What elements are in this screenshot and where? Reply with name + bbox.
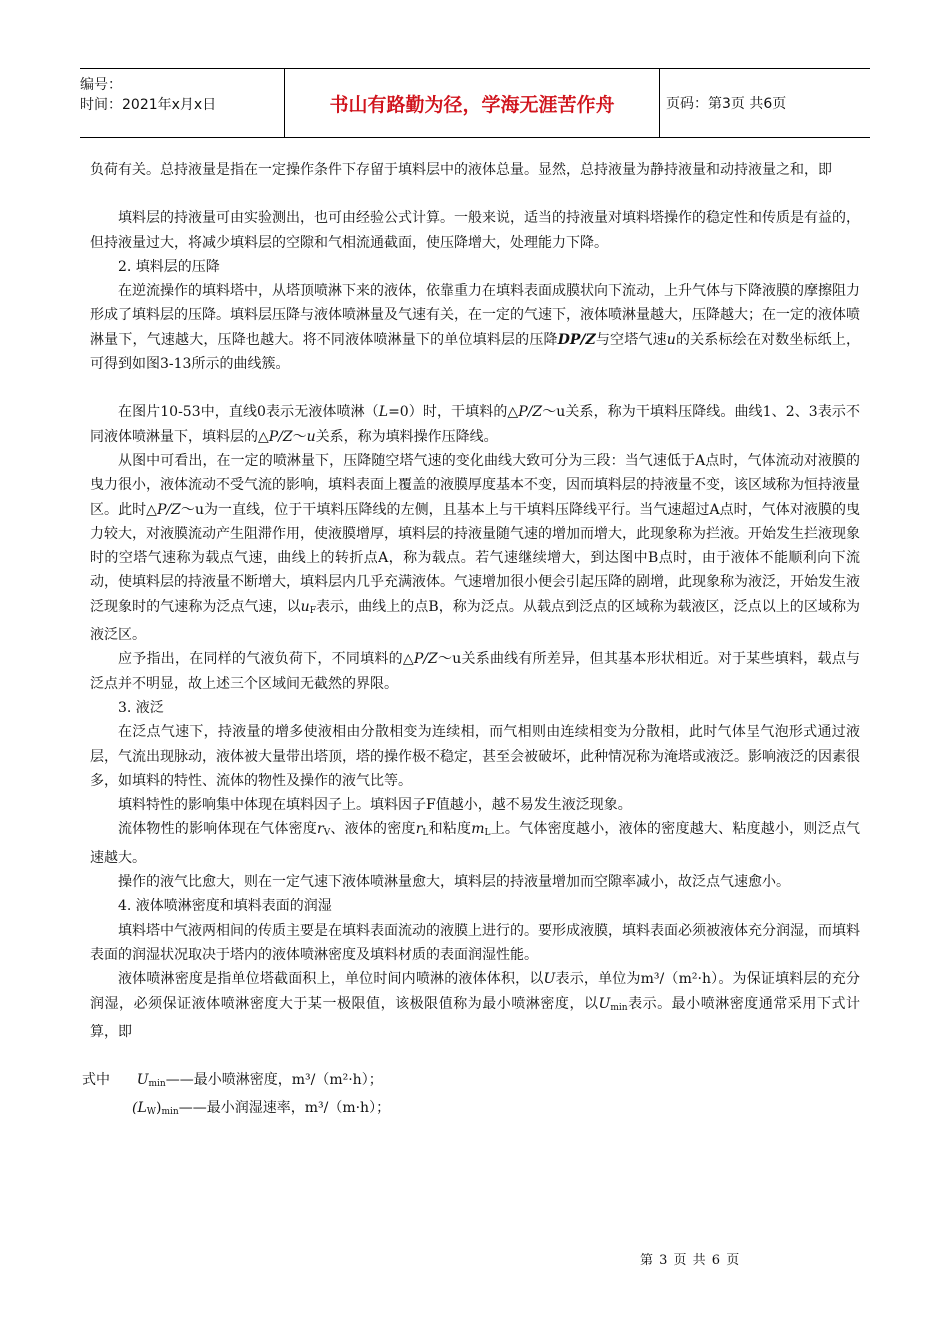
paragraph: 填料特性的影响集中体现在填料因子上。填料因子F值越小，越不易发生液泛现象。 <box>118 797 632 814</box>
formula-gap <box>90 182 860 206</box>
paragraph: 流体物性的影响体现在气体密度$r_V$、液体的密度$r_L$和粘度$m_L$上。气体密度越小，液体的密度越大、粘度越小，则泛点气速越大。 <box>90 821 861 866</box>
formula-gap <box>90 1044 860 1068</box>
section-heading: 4. 液体喷淋密度和填料表面的润湿 <box>118 898 332 915</box>
document-body <box>82 158 861 1125</box>
paragraph: 填料塔中气液两相间的传质主要是在填料表面流动的液膜上进行的。要形成液膜，填料表面必须被液体充分润湿，而填料表面的润湿状况取决于塔内的液体喷淋密度及填料材质的表面润湿性能。 <box>90 922 860 963</box>
header-left-cell <box>80 69 284 137</box>
paragraph: 在图片10-53中，直线0表示无液体喷淋（L=0）时，干填料的△P/Z～u关系，称为干填料压降线。曲线1、2、3表示不同液体喷淋量下，填料层的△P/Z～u关系，称为填料操作压降线。 <box>90 404 860 445</box>
symbol-definition: 式中 $U_{min}——$最小喷淋密度，m³/（m²·h）； <box>82 1072 383 1090</box>
paragraph: 液体喷淋密度是指单位塔截面积上，单位时间内喷淋的液体体积，以U表示，单位为m³/（m²·h）。为保证填料层的充分润湿，必须保证液体喷淋密度大于某一极限值，该极限值称为最小喷淋密度，以$U_{min}$表示。最小喷淋密度通常采用下式计算，即 <box>90 971 861 1040</box>
page-footer: 第 3 页 共 6 页 <box>640 1253 741 1268</box>
symbol-definition: $(L_W)_{min}——$最小润湿速率，m³/（m·h）； <box>132 1100 391 1118</box>
paragraph: 在泛点气速下，持液量的增多使液相由分散相变为连续相，而气相则由连续相变为分散相，此时气体呈气泡形式通过液层，气流出现脉动，液体被大量带出塔顶，塔的操作极不稳定，甚至会被破坏，此种情况称为淹塔或液泛。影响液泛的因素很多，如填料的特性、流体的物性及操作的液气比等。 <box>90 724 860 789</box>
formula-gap <box>90 376 860 400</box>
section-heading: 3. 液泛 <box>118 699 164 716</box>
number-label: 编号： <box>80 77 122 93</box>
paragraph: 应予指出，在同样的气液负荷下，不同填料的△P/Z～u关系曲线有所差异，但其基本形状相近。对于某些填料，载点与泛点并不明显，故上述三个区域间无截然的界限。 <box>90 651 860 692</box>
time-label: 时间：2021年x月x日 <box>80 97 217 113</box>
page-header <box>80 68 870 138</box>
section-heading: 2. 填料层的压降 <box>118 258 220 275</box>
paragraph: 在逆流操作的填料塔中，从塔顶喷淋下来的液体，依靠重力在填料表面成膜状向下流动，上升气体与下降液膜的摩擦阻力形成了填料层的压降。填料层压降与液体喷淋量及气速有关，在一定的气速下，液体喷淋量越大，压降越大；在一定的液体喷淋量下，气速越大，压降也越大。将不同液体喷淋量下的单位填料层的压降DP/Z与空塔气速u的关系标绘在对数坐标纸上，可得到如图3-13所示的曲线簇。 <box>90 283 861 373</box>
paragraph: 负荷有关。总持液量是指在一定操作条件下存留于填料层中的液体总量。显然，总持液量为静持液量和动持液量之和，即 <box>90 162 832 178</box>
paragraph: 从图中可看出，在一定的喷淋量下，压降随空塔气速的变化曲线大致可分为三段：当气速低于A点时，气体流动对液膜的曳力很小，液体流动不受气流的影响，填料表面上覆盖的液膜厚度基本不变，因而填料层的持液量不变，该区域称为恒持液量区。此时△P/Z～u为一直线，位于干填料压降线的左侧，且基本上与干填料压降线平行。当气速超过A点时，气体对液膜的曳力较大，对液膜流动产生阻滞作用，使液膜增厚，填料层的持液量随气速的增加而增大，此现象称为拦液。开始发生拦液现象时的空塔气速称为载点气速，曲线上的转折点A，称为载点。若气速继续增大，到达图中B点时，由于液体不能顺利向下流动，使填料层的持液量不断增大，填料层内几乎充满液体。气速增加很小便会引起压降的剧增，此现象称为液泛，开始发生液泛现象时的气速称为泛点气速，以$u_F$表示，曲线上的点B，称为泛点。从载点到泛点的区域称为载液区，泛点以上的区域称为液泛区。 <box>90 452 861 644</box>
header-motto: 书山有路勤为径，学海无涯苦作舟 <box>284 69 660 137</box>
header-page-label: 页码：第3页 共6页 <box>666 96 787 112</box>
paragraph: 填料层的持液量可由实验测出，也可由经验公式计算。一般来说，适当的持液量对填料塔操作的稳定性和传质是有益的，但持液量过大，将减少填料层的空隙和气相流通截面，使压降增大，处理能力下降。 <box>90 210 860 251</box>
paragraph: 操作的液气比愈大，则在一定气速下液体喷淋量愈大，填料层的持液量增加而空隙率减小，故泛点气速愈小。 <box>118 874 790 891</box>
